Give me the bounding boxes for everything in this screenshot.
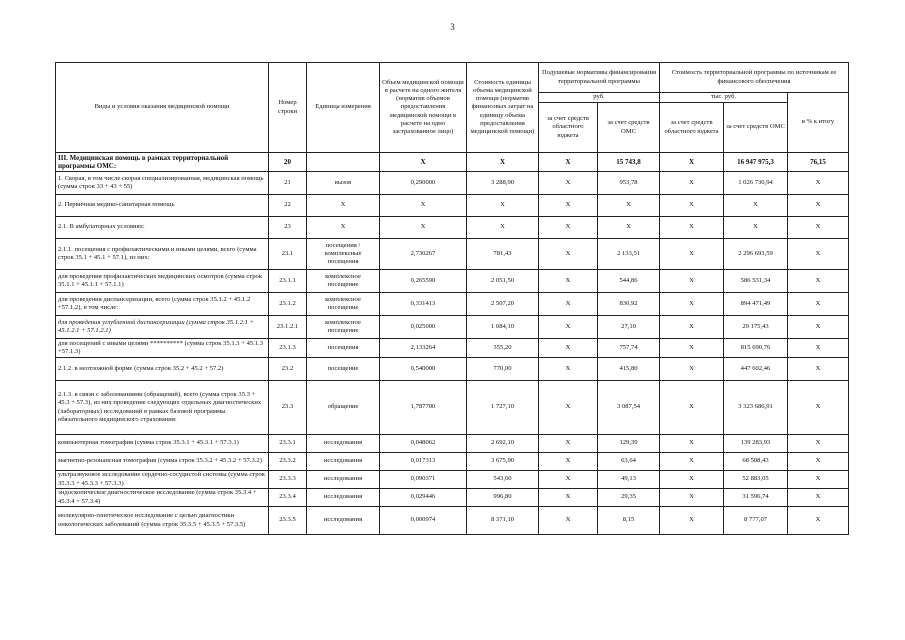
row-percapita-budget: X: [539, 339, 598, 358]
row-unit: исследования: [307, 471, 380, 489]
row-total-oms: 68 508,43: [724, 453, 788, 471]
row-percent: X: [788, 172, 849, 195]
row-unit: исследования: [307, 489, 380, 507]
row-volume: X: [380, 195, 467, 217]
row-total-budget: X: [660, 239, 724, 270]
row-percapita-budget: X: [539, 195, 598, 217]
row-total-oms: 16 947 975,3: [724, 153, 788, 172]
row-name: магнитно-резонансная томография (сумма строк 35.3.2 + 45.3.2 + 57.3.2): [56, 453, 269, 471]
row-percapita-budget: X: [539, 358, 598, 381]
header-total-cost: Стоимость территориальной программы по источникам ее финансового обеспечения: [660, 63, 849, 93]
row-total-oms: 3 323 686,91: [724, 381, 788, 435]
row-percapita-budget: X: [539, 316, 598, 339]
row-percapita-oms: 953,78: [598, 172, 660, 195]
row-unit-cost: 355,20: [467, 339, 539, 358]
table-row: [56, 435, 849, 453]
row-volume: 2,730267: [380, 239, 467, 270]
row-percapita-oms: 29,35: [598, 489, 660, 507]
row-number: 23.1: [269, 239, 307, 270]
row-name: для посещений с иными целями ********** (сумма строк 35.1.3 + 45.1.3 +57.1.3): [56, 339, 269, 358]
row-total-budget: X: [660, 435, 724, 453]
row-percent: X: [788, 195, 849, 217]
row-name: 2.1.3. в связи с заболеваниями (обращений), всего (сумма строк 35.3 + 45.3 + 57.3), из них проведение следующих отдельных диагностических (лабораторных) исследований в рамках базовой программы обязательного медицинского страхования:: [56, 381, 269, 435]
row-total-oms: X: [724, 217, 788, 239]
table-row: [56, 153, 849, 172]
row-total-oms: 52 883,05: [724, 471, 788, 489]
row-volume: 0,048062: [380, 435, 467, 453]
row-unit: вызов: [307, 172, 380, 195]
row-percapita-oms: 27,10: [598, 316, 660, 339]
row-number: 20: [269, 153, 307, 172]
row-percapita-budget: X: [539, 153, 598, 172]
row-unit-cost: 2 051,50: [467, 270, 539, 293]
row-total-budget: X: [660, 153, 724, 172]
row-total-budget: X: [660, 453, 724, 471]
header-unit-cost: Стоимость единицы объема медицинской помощи (норматив финансовых затрат на единицу объема предоставления медицинской помощи): [467, 63, 539, 153]
row-unit: [307, 153, 380, 172]
row-total-oms: X: [724, 195, 788, 217]
row-total-budget: X: [660, 172, 724, 195]
row-percapita-oms: 8,15: [598, 507, 660, 535]
row-percapita-oms: 415,80: [598, 358, 660, 381]
table-row: [56, 453, 849, 471]
row-total-oms: 894 471,49: [724, 293, 788, 316]
table-row: [56, 358, 849, 381]
table-row: [56, 471, 849, 489]
row-number: 23.2: [269, 358, 307, 381]
row-name: 2. Первичная медико-санитарная помощь: [56, 195, 269, 217]
row-volume: 0,000974: [380, 507, 467, 535]
row-total-budget: X: [660, 507, 724, 535]
row-total-budget: X: [660, 358, 724, 381]
row-unit: посещения / комплексные посещения: [307, 239, 380, 270]
row-percapita-oms: X: [598, 195, 660, 217]
row-unit: комплексное посещение: [307, 316, 380, 339]
row-percent: X: [788, 358, 849, 381]
row-unit-cost: 2 692,10: [467, 435, 539, 453]
row-name: эндоскопическое диагностическое исследование (сумма строк 35.3.4 + 45.3.4 + 57.3.4): [56, 489, 269, 507]
table-row: [56, 239, 849, 270]
header-unit-rub: руб.: [539, 93, 660, 103]
row-number: 22: [269, 195, 307, 217]
row-unit-cost: 8 371,10: [467, 507, 539, 535]
row-unit: обращение: [307, 381, 380, 435]
row-unit-cost: 3 288,90: [467, 172, 539, 195]
row-percent: X: [788, 339, 849, 358]
row-percent: X: [788, 381, 849, 435]
row-total-budget: X: [660, 195, 724, 217]
table-row: [56, 195, 849, 217]
row-name: для проведения углубленной диспансеризации (сумма строк 35.1.2.1 + 45.1.2.1 + 57.1.2.1): [56, 316, 269, 339]
row-percent: X: [788, 471, 849, 489]
row-percent: X: [788, 293, 849, 316]
row-unit: исследования: [307, 507, 380, 535]
row-percapita-oms: 49,13: [598, 471, 660, 489]
row-percent: X: [788, 435, 849, 453]
row-volume: 0,025000: [380, 316, 467, 339]
header-total-oms: за счет средств ОМС: [724, 103, 788, 153]
row-total-oms: 586 531,34: [724, 270, 788, 293]
row-name: 1. Скорая, в том числе скорая специализированная, медицинская помощь (сумма строк 33 + 43 + 55): [56, 172, 269, 195]
row-unit-cost: X: [467, 195, 539, 217]
row-total-oms: 29 175,43: [724, 316, 788, 339]
row-number: 23: [269, 217, 307, 239]
header-types: Виды и условия оказания медицинской помощи: [56, 63, 269, 153]
row-number: 23.1.1: [269, 270, 307, 293]
row-unit-cost: 2 507,20: [467, 293, 539, 316]
table-row: [56, 489, 849, 507]
row-total-budget: X: [660, 270, 724, 293]
row-unit: исследования: [307, 435, 380, 453]
header-percapita-budget: за счет средств областного юджета: [539, 103, 598, 153]
row-total-budget: X: [660, 293, 724, 316]
row-unit-cost: 781,43: [467, 239, 539, 270]
row-name: 2.1.2. в неотложной форме (сумма строк 35.2 + 45.2 + 57.2): [56, 358, 269, 381]
row-volume: 0,090371: [380, 471, 467, 489]
row-volume: X: [380, 217, 467, 239]
row-percapita-oms: X: [598, 217, 660, 239]
row-volume: 0,017313: [380, 453, 467, 471]
row-total-oms: 31 596,74: [724, 489, 788, 507]
program-cost-table: [55, 62, 849, 535]
row-percent: X: [788, 217, 849, 239]
header-volume: Объем медицинской помощи в расчете на одного жителя (норматив объемов предоставления медицинской помощи в расчете на одно застрахованное лицо): [380, 63, 467, 153]
header-percent-of-total: в % к итогу: [788, 93, 849, 153]
row-percent: 76,15: [788, 153, 849, 172]
row-unit-cost: X: [467, 217, 539, 239]
row-percapita-oms: 63,64: [598, 453, 660, 471]
row-percent: X: [788, 316, 849, 339]
table-row: [56, 316, 849, 339]
row-total-budget: X: [660, 381, 724, 435]
row-percapita-oms: 3 087,54: [598, 381, 660, 435]
row-unit: посещения: [307, 339, 380, 358]
row-unit: посещение: [307, 358, 380, 381]
row-name: 2.1. В амбулаторных условиях:: [56, 217, 269, 239]
row-percapita-budget: X: [539, 381, 598, 435]
row-percapita-budget: X: [539, 453, 598, 471]
row-number: 23.3: [269, 381, 307, 435]
row-percapita-budget: X: [539, 239, 598, 270]
row-total-oms: 2 296 693,59: [724, 239, 788, 270]
row-volume: 0,290000: [380, 172, 467, 195]
row-volume: 0,029446: [380, 489, 467, 507]
table-row: [56, 217, 849, 239]
row-number: 21: [269, 172, 307, 195]
row-percapita-oms: 830,92: [598, 293, 660, 316]
row-percent: X: [788, 489, 849, 507]
row-name: ультразвуковое исследование сердечно-сосудистой системы (сумма строк 35.3.3 + 45.3.3 + 57.3.3): [56, 471, 269, 489]
row-percapita-oms: 544,86: [598, 270, 660, 293]
header-percapita-oms: за счет средств ОМС: [598, 103, 660, 153]
table-row: [56, 293, 849, 316]
row-percent: X: [788, 507, 849, 535]
row-name: 2.1.1. посещения с профилактическими и иными целями, всего (сумма строк 35.1 + 45.1 + 57.1), из них:: [56, 239, 269, 270]
table-row: [56, 381, 849, 435]
row-percapita-budget: X: [539, 172, 598, 195]
row-total-budget: X: [660, 316, 724, 339]
row-percapita-oms: 2 133,51: [598, 239, 660, 270]
row-unit-cost: X: [467, 153, 539, 172]
row-percapita-budget: X: [539, 270, 598, 293]
row-name: компьютерная томография (сумма строк 35.3.1 + 45.3.1 + 57.3.1): [56, 435, 269, 453]
row-percent: X: [788, 453, 849, 471]
row-number: 23.1.2: [269, 293, 307, 316]
row-total-budget: X: [660, 471, 724, 489]
table-row: [56, 507, 849, 535]
row-volume: 0,540000: [380, 358, 467, 381]
row-name: для проведения профилактических медицинских осмотров (сумма строк 35.1.1 + 45.1.1 + 57.1.1): [56, 270, 269, 293]
table-row: [56, 172, 849, 195]
row-number: 23.3.3: [269, 471, 307, 489]
row-total-oms: 1 026 730,94: [724, 172, 788, 195]
header-unit: Единица измерения: [307, 63, 380, 153]
row-number: 23.1.3: [269, 339, 307, 358]
page-number: 3: [450, 22, 455, 32]
row-volume: X: [380, 153, 467, 172]
row-unit-cost: 770,00: [467, 358, 539, 381]
row-number: 23.3.5: [269, 507, 307, 535]
row-percent: X: [788, 239, 849, 270]
header-total-budget: за счет средств областного юджета: [660, 103, 724, 153]
row-total-budget: X: [660, 489, 724, 507]
row-total-oms: 815 690,76: [724, 339, 788, 358]
row-volume: 2,133264: [380, 339, 467, 358]
row-total-budget: X: [660, 217, 724, 239]
row-number: 23.3.4: [269, 489, 307, 507]
row-unit: X: [307, 195, 380, 217]
row-unit-cost: 543,60: [467, 471, 539, 489]
table-row: [56, 270, 849, 293]
header-unit-thousand-rub: тыс. руб.: [660, 93, 788, 103]
row-total-budget: X: [660, 339, 724, 358]
row-unit: комплексное посещение: [307, 270, 380, 293]
row-unit: X: [307, 217, 380, 239]
row-percapita-budget: X: [539, 435, 598, 453]
row-volume: 0,265590: [380, 270, 467, 293]
row-percapita-oms: 15 743,8: [598, 153, 660, 172]
row-total-oms: 8 777,07: [724, 507, 788, 535]
row-percent: X: [788, 270, 849, 293]
row-volume: 1,787700: [380, 381, 467, 435]
row-percapita-budget: X: [539, 217, 598, 239]
row-volume: 0,331413: [380, 293, 467, 316]
table-body: [56, 153, 849, 535]
row-name: молекулярно-генетическое исследование с целью диагностики онкологических заболеваний (сумма строк 35.3.5 + 45.3.5 + 57.3.5): [56, 507, 269, 535]
row-unit-cost: 3 675,90: [467, 453, 539, 471]
row-name: III. Медицинская помощь в рамках территориальной программы ОМС:: [56, 153, 269, 172]
row-total-oms: 447 602,46: [724, 358, 788, 381]
row-percapita-oms: 757,74: [598, 339, 660, 358]
row-number: 23.3.1: [269, 435, 307, 453]
row-name: для проведения диспансеризации, всего (сумма строк 35.1.2 + 45.1.2 +57.1.2), в том числе:: [56, 293, 269, 316]
row-number: 23.3.2: [269, 453, 307, 471]
row-percapita-budget: X: [539, 293, 598, 316]
row-percapita-budget: X: [539, 489, 598, 507]
row-unit-cost: 996,80: [467, 489, 539, 507]
row-unit-cost: 1 727,10: [467, 381, 539, 435]
row-unit: исследования: [307, 453, 380, 471]
header-row-number: Номер строки: [269, 63, 307, 153]
row-percapita-oms: 129,39: [598, 435, 660, 453]
row-percapita-budget: X: [539, 471, 598, 489]
row-percapita-budget: X: [539, 507, 598, 535]
table-row: [56, 339, 849, 358]
row-number: 23.1.2.1: [269, 316, 307, 339]
row-total-oms: 139 283,93: [724, 435, 788, 453]
row-unit-cost: 1 084,10: [467, 316, 539, 339]
header-percapita: Подушевые нормативы финансирования территориальной программы: [539, 63, 660, 93]
row-unit: комплексное посещение: [307, 293, 380, 316]
